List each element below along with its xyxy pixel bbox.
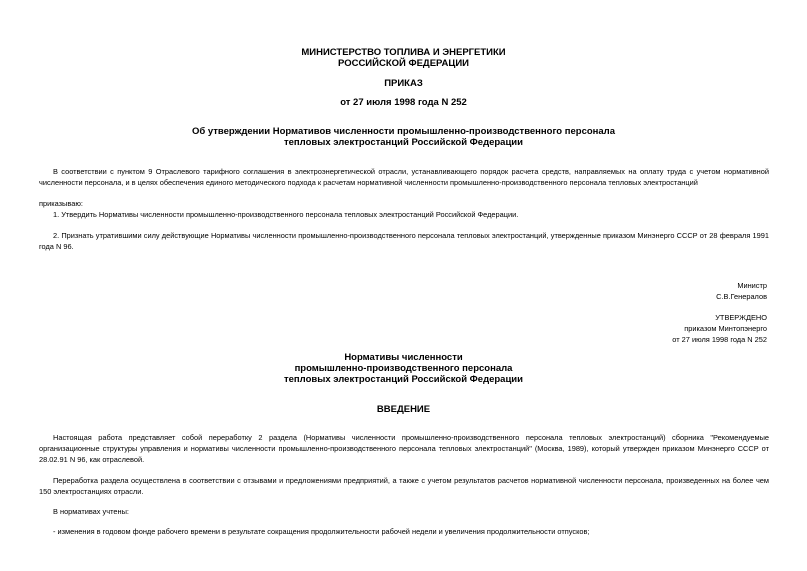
- norms-title: [0, 352, 807, 385]
- order-preamble: В соответствии с пунктом 9 Отраслевого тарифного соглашения в электроэнергетической отрасли, устанавливающего порядок расчета средств, направляемых на оплату труда с учетом нормативной численности персонала, и в целях обеспечения единого методического подхода к расчетам нормативной численности промышленно-производственного персонала тепловых электростанций: [39, 167, 769, 187]
- introduction-heading: ВВЕДЕНИЕ: [376, 404, 431, 415]
- order-command: приказываю:: [39, 199, 83, 208]
- approval-line-1: УТВЕРЖДЕНО: [715, 313, 767, 322]
- doc-title: [0, 126, 807, 148]
- ministry-line-1: МИНИСТЕРСТВО ТОПЛИВА И ЭНЕРГЕТИКИ: [301, 47, 506, 58]
- introduction-para-1: Настоящая работа представляет собой переработку 2 раздела (Нормативы численности промышленно-производственного персонала тепловых электростанций) сборника "Рекомендуемые организационные структуры управления и нормативы численности промышленно-производственного персонала тепловых электростанций" (Москва, 1989), который утвержден приказом Минэнерго СССР от 28.02.91 N 96, как отраслевой.: [39, 433, 769, 464]
- introduction-para-2: Переработка раздела осуществлена в соответствии с отзывами и предложениями предприятий, а также с учетом результатов расчетов нормативной численности персонала, произведенных на более чем 150 электростанциях отрасли.: [39, 476, 769, 496]
- doc-date-number: от 27 июля 1998 года N 252: [340, 97, 467, 108]
- norms-title-line-1: Нормативы численности: [344, 352, 463, 363]
- introduction-para-4: - изменения в годовом фонде рабочего времени в результате сокращения продолжительности рабочей недели и увеличения продолжительности отпусков;: [53, 527, 590, 536]
- signature-block: [716, 280, 767, 302]
- introduction-para-3: В нормативах учтены:: [53, 507, 129, 516]
- approval-line-2: приказом Минтопэнерго: [684, 324, 767, 333]
- order-item-1: 1. Утвердить Нормативы численности промышленно-производственного персонала тепловых электростанций Российской Федерации.: [53, 210, 519, 219]
- norms-title-line-2: промышленно-производственного персонала: [294, 363, 513, 374]
- doc-title-line-1: Об утверждении Нормативов численности промышленно-производственного персонала: [191, 126, 615, 137]
- signature-name: С.В.Генералов: [716, 292, 767, 301]
- ministry-heading: [0, 47, 807, 69]
- approval-block: [672, 312, 767, 345]
- approval-line-3: от 27 июля 1998 года N 252: [672, 335, 767, 344]
- ministry-line-2: РОССИЙСКОЙ ФЕДЕРАЦИИ: [337, 58, 469, 69]
- norms-title-line-3: тепловых электростанций Российской Федерации: [283, 374, 523, 385]
- signature-position: Министр: [737, 281, 767, 290]
- doc-type: ПРИКАЗ: [384, 78, 423, 89]
- order-item-2: 2. Признать утратившими силу действующие Нормативы численности промышленно-производственного персонала тепловых электростанций, утвержденные приказом Минэнерго СССР от 28 февраля 1991 года N 96.: [39, 231, 769, 251]
- doc-title-line-2: тепловых электростанций Российской Федерации: [283, 137, 523, 148]
